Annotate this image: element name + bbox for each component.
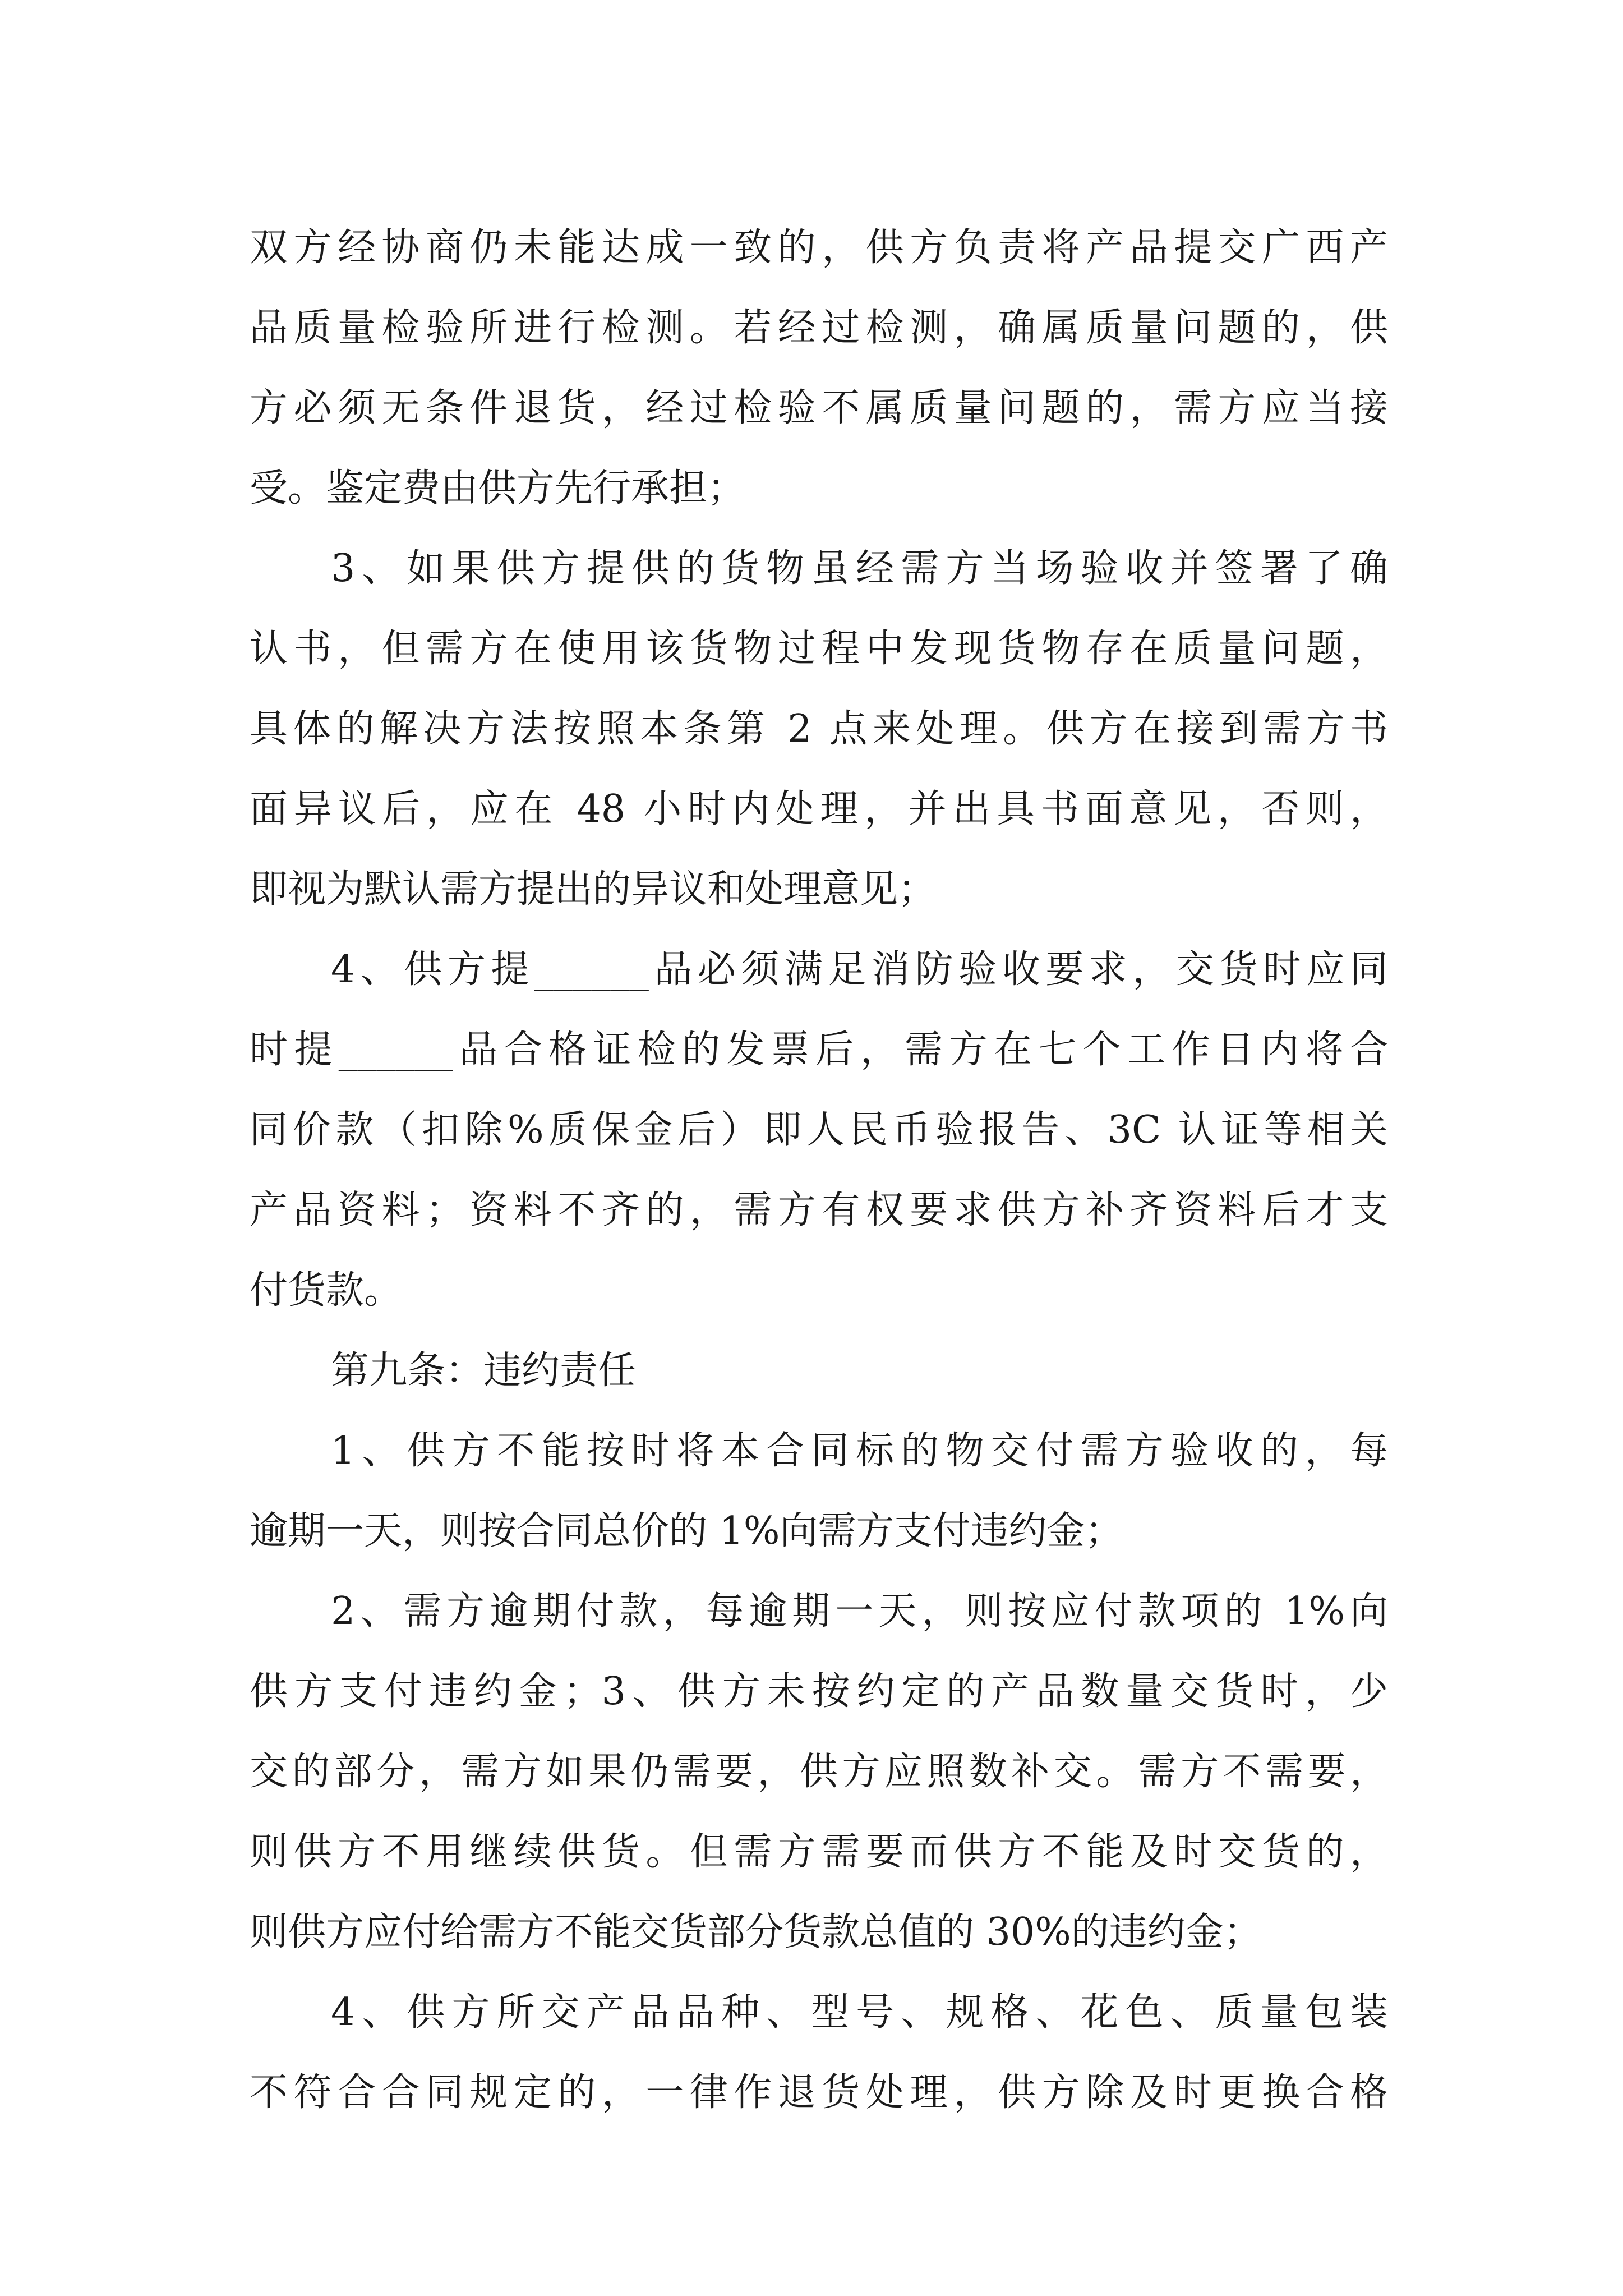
text-line: 不符合合同规定的，一律作退货处理，供方除及时更换合格 [250,2070,1388,2115]
contract-text-body [250,208,1388,2133]
text-line: 交的部分，需方如果仍需要，供方应照数补交。需方不需要， [250,1750,1388,1794]
text-line: 具体的解决方法按照本条第 2 点来处理。供方在接到需方书 [250,707,1388,751]
text-line: 产品资料；资料不齐的，需方有权要求供方补齐资料后才支 [250,1188,1388,1232]
text-line: 供方支付违约金；3、供方未按约定的产品数量交货时，少 [250,1669,1388,1714]
text-line: 2、需方逾期付款，每逾期一天，则按应付款项的 1%向 [331,1589,1388,1634]
section-heading: 第九条：违约责任 [331,1349,637,1393]
text-line: 方必须无条件退货，经过检验不属质量问题的，需方应当接 [250,386,1388,430]
text-line: 双方经协商仍未能达成一致的，供方负责将产品提交广西产 [250,226,1388,270]
text-line: 则供方应付给需方不能交货部分货款总值的 30%的违约金； [250,1910,1262,1954]
text-line: 1、供方不能按时将本合同标的物交付需方验收的，每 [331,1429,1388,1473]
text-line: 即视为默认需方提出的异议和处理意见； [250,867,937,912]
text-line: 则供方不用继续供货。但需方需要而供方不能及时交货的， [250,1830,1388,1874]
text-line: 受。鉴定费由供方先行承担； [250,466,746,510]
text-line: 认书，但需方在使用该货物过程中发现货物存在质量问题， [250,627,1388,671]
text-line: 4、供方所交产品品种、型号、规格、花色、质量包装 [331,1990,1388,2035]
text-line: 同价款（扣除%质保金后）即人民币验报告、3C 认证等相关 [250,1108,1388,1152]
text-line: 4、供方提______品必须满足消防验收要求，交货时应同 [331,947,1388,992]
text-line: 付货款。 [250,1268,403,1313]
text-line: 3、如果供方提供的货物虽经需方当场验收并签署了确 [331,546,1388,591]
text-line: 时提______品合格证检的发票后，需方在七个工作日内将合 [250,1028,1388,1072]
text-line: 品质量检验所进行检测。若经过检测，确属质量问题的，供 [250,306,1388,350]
text-line: 逾期一天，则按合同总价的 1%向需方支付违约金； [250,1509,1123,1553]
text-line: 面异议后，应在 48 小时内处理，并出具书面意见，否则， [250,787,1388,831]
